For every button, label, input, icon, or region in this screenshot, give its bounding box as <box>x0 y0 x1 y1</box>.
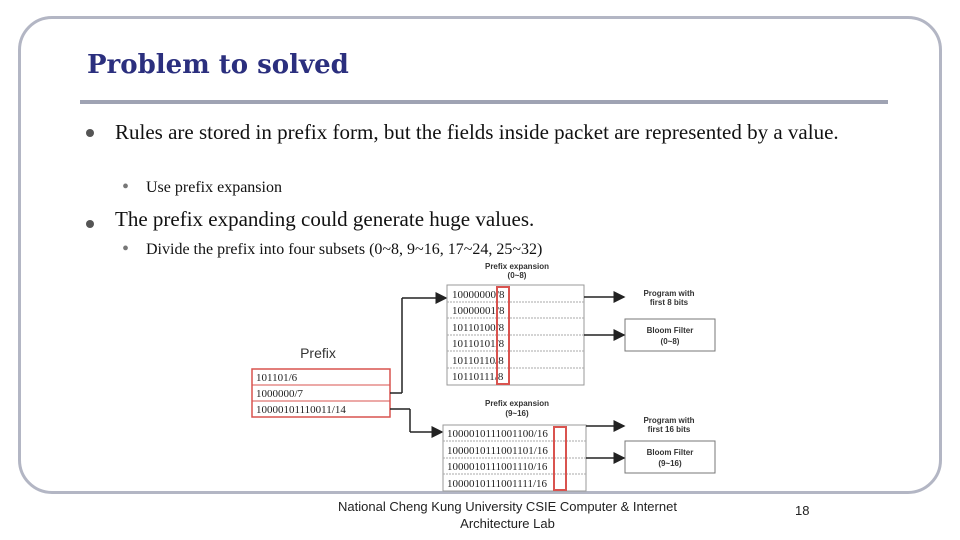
bullet-2-text: The prefix expanding could generate huge values. <box>115 207 535 231</box>
bottom-expansion-row: 1000010111001101/16 <box>447 445 548 457</box>
program-top-label: Program with <box>643 289 695 298</box>
bloom-filter-top-range: (0~8) <box>660 337 680 346</box>
bottom-expansion-title: Prefix expansion <box>484 399 550 408</box>
top-expansion-row: 10110101/8 <box>452 338 505 350</box>
prefix-row: 101101/6 <box>256 372 298 384</box>
top-expansion-range: (0~8) <box>507 271 527 280</box>
top-expansion-row: 10110110/8 <box>452 355 504 367</box>
top-expansion-row: 10110111/8 <box>452 371 504 383</box>
top-expansion-row: 10110100/8 <box>452 322 505 334</box>
page-number: 18 <box>795 503 810 518</box>
sub-bullet-1-text: Use prefix expansion <box>146 179 282 196</box>
sub-bullet-2-text: Divide the prefix into four subsets (0~8, 9~16, 17~24, 25~32) <box>146 241 543 258</box>
bloom-filter-top-box <box>625 319 715 351</box>
slide-title: Problem to solved <box>87 50 349 80</box>
prefix-row: 10000101110011/14 <box>256 404 346 416</box>
prefix-title: Prefix <box>300 345 336 361</box>
bottom-expansion-row: 1000010111001111/16 <box>447 478 548 490</box>
bottom-expansion-range: (9~16) <box>505 409 529 418</box>
program-bottom-label: Program with <box>643 416 695 425</box>
bottom-expansion-row: 1000010111001110/16 <box>447 461 548 473</box>
program-bottom-label: first 16 bits <box>647 425 691 434</box>
prefix-row: 1000000/7 <box>256 388 304 400</box>
sub-bullet-icon: • <box>122 238 130 260</box>
footer-text: National Cheng Kung University CSIE Computer & Internet Architecture Lab <box>338 499 677 531</box>
bloom-filter-bottom-label: Bloom Filter <box>646 448 694 457</box>
top-expansion-title: Prefix expansion <box>484 262 550 271</box>
program-top-label: first 8 bits <box>649 298 689 307</box>
bloom-filter-bottom-box <box>625 441 715 473</box>
top-expansion-row: 10000001/8 <box>452 305 505 317</box>
bloom-filter-bottom-range: (9~16) <box>658 459 682 468</box>
sub-bullet-icon: • <box>122 176 130 198</box>
top-expansion-row: 10000000/8 <box>452 289 505 301</box>
bullet-1-text: Rules are stored in prefix form, but the fields inside packet are represented by a value. <box>115 120 839 144</box>
bloom-filter-top-label: Bloom Filter <box>646 326 694 335</box>
bottom-expansion-row: 1000010111001100/16 <box>447 428 548 440</box>
